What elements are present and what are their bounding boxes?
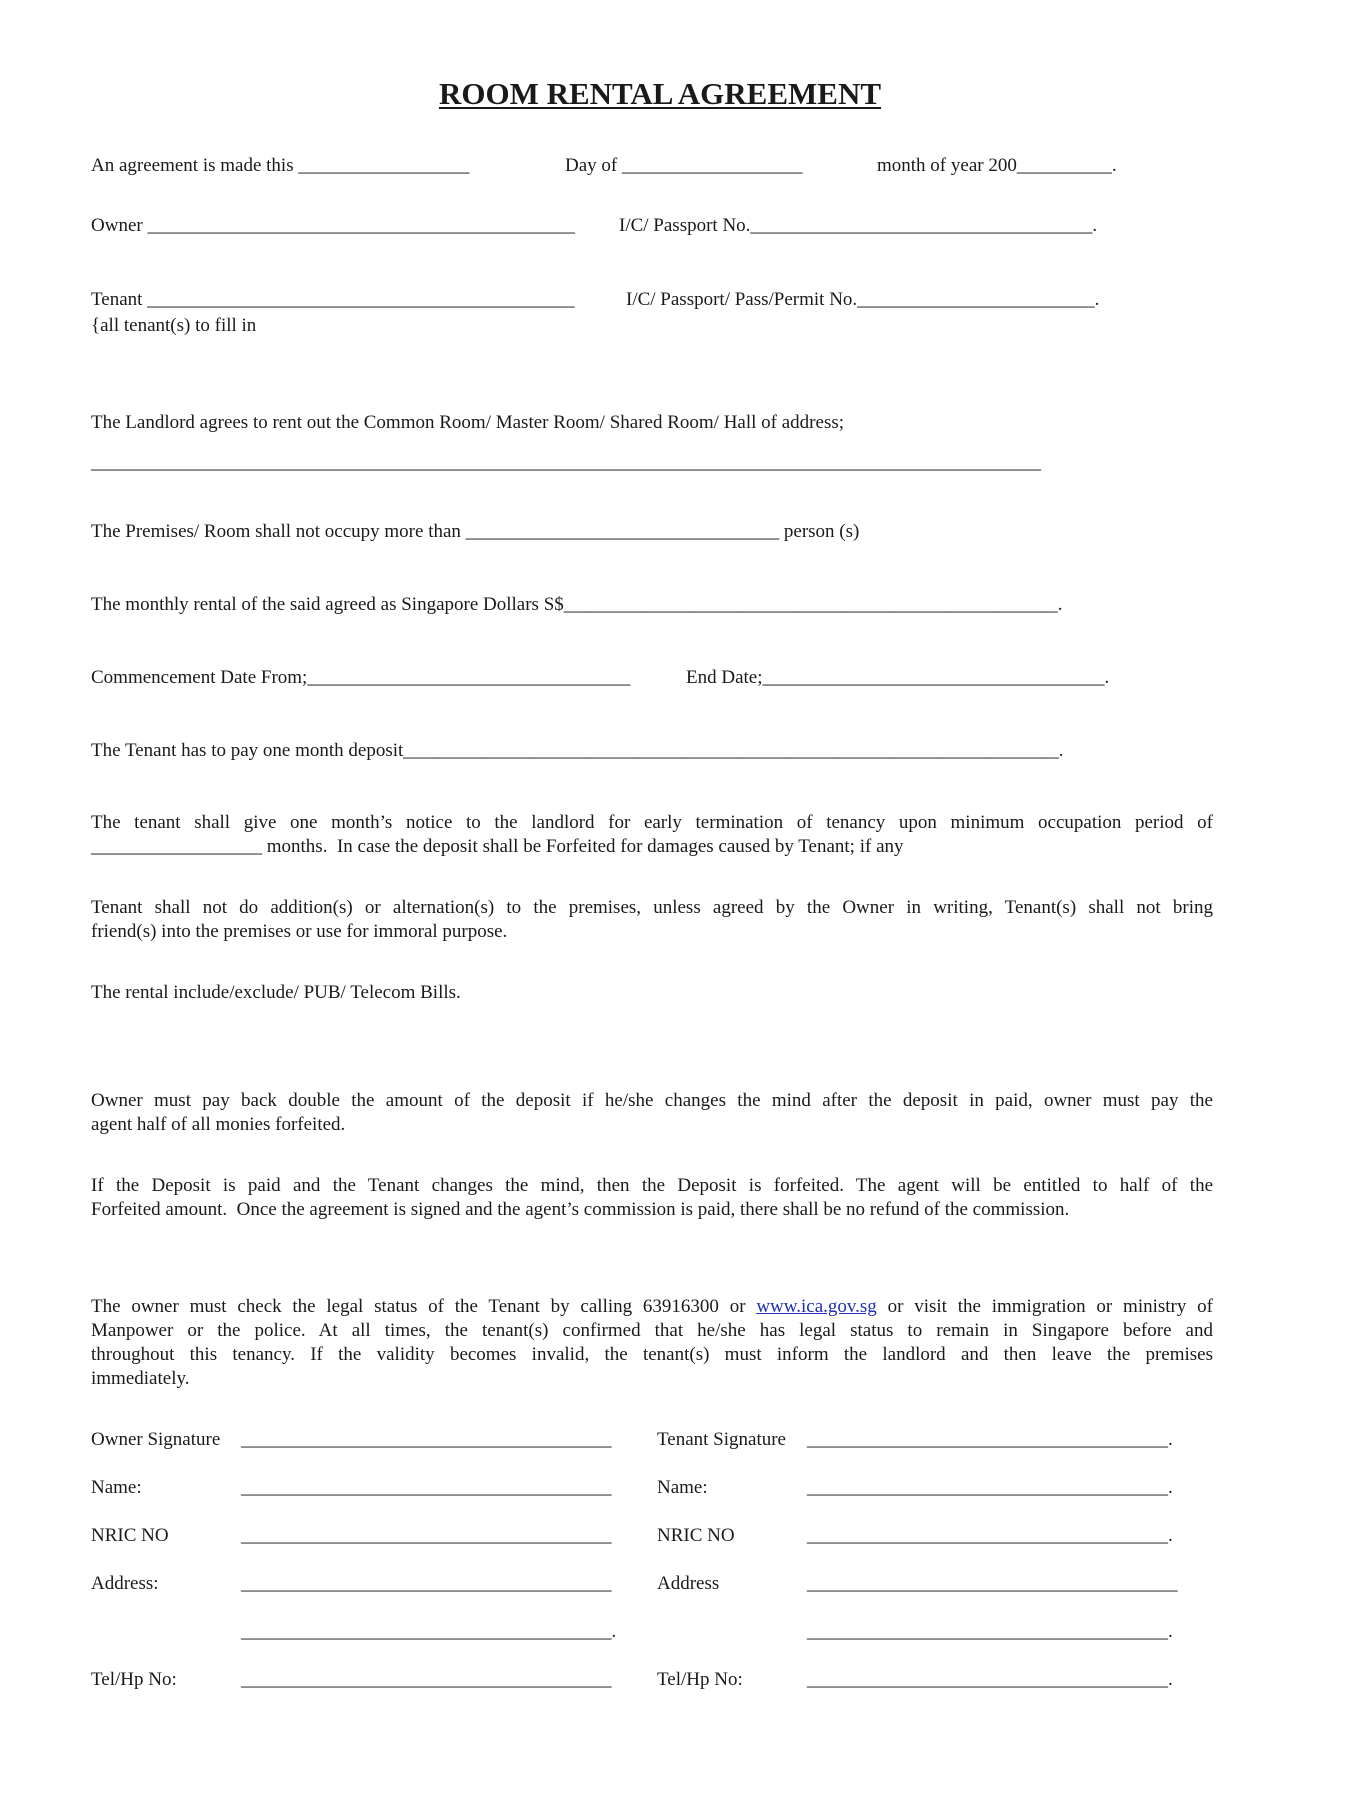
address-blank-line: ____________________________________________________________________________________________________	[91, 452, 1041, 473]
forfeit-paragraph-line-1: If the Deposit is paid and the Tenant changes the mind, then the Deposit is forfeited. The agent will be entitled to half of the	[91, 1175, 1213, 1196]
additions-paragraph-line-2: friend(s) into the premises or use for immoral purpose.	[91, 921, 508, 942]
legal-status-line-2: Manpower or the police. At all times, the tenant(s) confirmed that he/she has legal status to remain in Singapore before and	[91, 1320, 1213, 1341]
agreement-made-this: An agreement is made this __________________	[91, 155, 470, 176]
legal-status-line-4: immediately.	[91, 1368, 190, 1389]
tenant-note: {all tenant(s) to fill in	[91, 315, 257, 336]
owner-name-line: Owner _____________________________________________	[91, 215, 575, 236]
tenant-address-blank-2: ______________________________________.	[807, 1621, 1173, 1642]
tenant-tel-blank: ______________________________________.	[807, 1669, 1173, 1690]
owner-signature-label: Owner Signature	[91, 1429, 221, 1450]
legal-status-line-1	[91, 1295, 1213, 1319]
owner-passport-line: I/C/ Passport No.____________________________________.	[619, 215, 1098, 236]
tenant-signature-label: Tenant Signature	[657, 1429, 786, 1450]
document-title: ROOM RENTAL AGREEMENT	[438, 76, 882, 111]
owner-address-blank-2: _______________________________________.	[241, 1621, 617, 1642]
tenant-address-blank-1: _______________________________________	[807, 1573, 1178, 1594]
legal-status-text-a: The owner must check the legal status of the Tenant by calling 63916300 or	[91, 1296, 757, 1317]
owner-nric-label: NRIC NO	[91, 1525, 169, 1546]
legal-status-text-b: or visit the immigration or ministry of	[876, 1296, 1213, 1317]
monthly-rental-line: The monthly rental of the said agreed as Singapore Dollars S$____________________________________________________.	[91, 594, 1063, 615]
ica-website-link[interactable]: www.ica.gov.sg	[756, 1296, 877, 1317]
agreement-month-year: month of year 200__________.	[877, 155, 1117, 176]
owner-name-label: Name:	[91, 1477, 142, 1498]
end-date-line: End Date;____________________________________.	[686, 667, 1110, 688]
owner-nric-blank: _______________________________________	[241, 1525, 612, 1546]
bills-line: The rental include/exclude/ PUB/ Telecom Bills.	[91, 982, 461, 1003]
owner-address-blank-1: _______________________________________	[241, 1573, 612, 1594]
tenant-address-label: Address	[657, 1573, 720, 1594]
additions-paragraph-line-1: Tenant shall not do addition(s) or alternation(s) to the premises, unless agreed by the Owner in writing, Tenant(s) shall not bring	[91, 897, 1213, 918]
tenant-tel-label: Tel/Hp No:	[657, 1669, 743, 1690]
legal-status-line-3: throughout this tenancy. If the validity becomes invalid, the tenant(s) must inform the landlord and then leave the premises	[91, 1344, 1213, 1365]
tenant-name-label: Name:	[657, 1477, 708, 1498]
owner-name-blank: _______________________________________	[241, 1477, 612, 1498]
owner-address-label: Address:	[91, 1573, 159, 1594]
double-deposit-line-2: agent half of all monies forfeited.	[91, 1114, 346, 1135]
tenant-nric-blank: ______________________________________.	[807, 1525, 1173, 1546]
double-deposit-line-1: Owner must pay back double the amount of the deposit if he/she changes the mind after the deposit in paid, owner must pay the	[91, 1090, 1213, 1111]
tenant-name-blank: ______________________________________.	[807, 1477, 1173, 1498]
agreement-day-of: Day of ___________________	[565, 155, 803, 176]
deposit-line: The Tenant has to pay one month deposit_____________________________________________________________________.	[91, 740, 1064, 761]
notice-paragraph-line-1: The tenant shall give one month’s notice to the landlord for early termination of tenancy upon minimum occupation period of	[91, 812, 1213, 833]
tenant-name-line: Tenant _____________________________________________	[91, 289, 575, 310]
forfeit-paragraph-line-2: Forfeited amount. Once the agreement is signed and the agent’s commission is paid, there shall be no refund of the commission.	[91, 1199, 1070, 1220]
notice-paragraph-line-2: __________________ months. In case the deposit shall be Forfeited for damages caused by Tenant; if any	[91, 836, 904, 857]
landlord-agreement-line: The Landlord agrees to rent out the Common Room/ Master Room/ Shared Room/ Hall of address;	[91, 412, 845, 433]
owner-signature-blank: _______________________________________	[241, 1429, 612, 1450]
tenant-nric-label: NRIC NO	[657, 1525, 735, 1546]
owner-tel-blank: _______________________________________	[241, 1669, 612, 1690]
occupancy-line: The Premises/ Room shall not occupy more than _________________________________ person (s)	[91, 521, 860, 542]
tenant-signature-blank: ______________________________________.	[807, 1429, 1173, 1450]
commencement-date-line: Commencement Date From;__________________________________	[91, 667, 631, 688]
tenant-passport-line: I/C/ Passport/ Pass/Permit No._________________________.	[626, 289, 1100, 310]
owner-tel-label: Tel/Hp No:	[91, 1669, 177, 1690]
